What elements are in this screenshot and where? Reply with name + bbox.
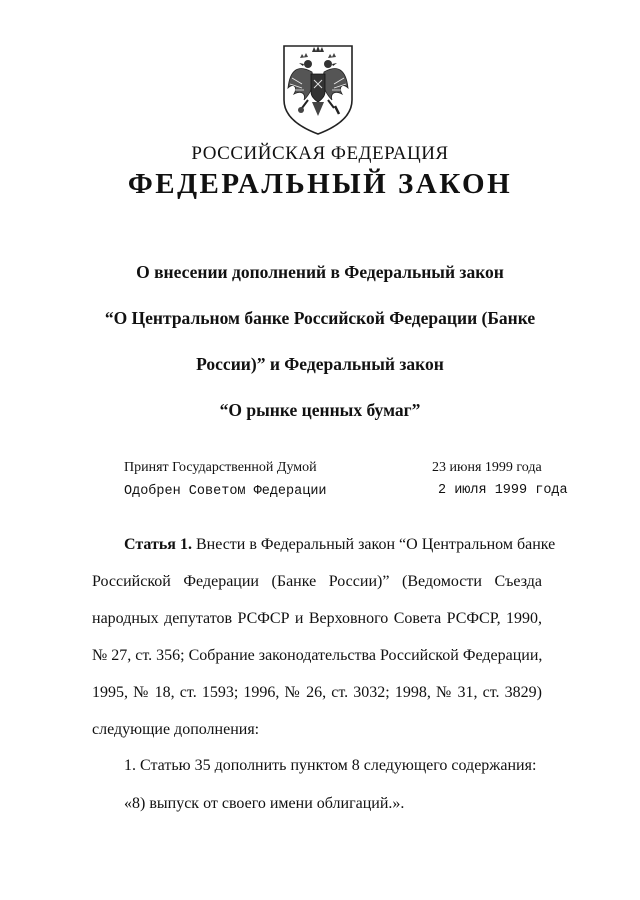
duma-adoption-label: Принят Государственной Думой (124, 460, 317, 475)
law-type-heading: ФЕДЕРАЛЬНЫЙ ЗАКОН (127, 168, 513, 200)
article-1-text: Внести в Федеральный закон “О Центральном банке (195, 536, 556, 553)
article-1-line: народных депутатов РСФСР и Верховного Совета РСФСР, 1990, (92, 610, 542, 627)
law-title-line: “О Центральном банке Российской Федерации (Банке (104, 308, 536, 328)
article-1-item-1: 1. Статью 35 дополнить пунктом 8 следующего содержания: (124, 757, 537, 774)
article-1-line: 1995, № 18, ст. 1593; 1996, № 26, ст. 3032; 1998, № 31, ст. 3829) (92, 684, 542, 701)
article-1-line: № 27, ст. 356; Собрание законодательства Российской Федерации, (92, 647, 543, 664)
article-1-item-1-quote: «8) выпуск от своего имени облигаций.». (124, 795, 405, 812)
duma-adoption-date: 23 июня 1999 года (432, 460, 542, 475)
council-approval-label: Одобрен Советом Федерации (124, 484, 327, 499)
article-1-first-line (124, 536, 556, 554)
law-title-line: О внесении дополнений в Федеральный закон (136, 262, 504, 282)
law-title-line: России)” и Федеральный закон (196, 354, 444, 374)
russian-coat-of-arms-icon (278, 42, 358, 136)
law-title-line: “О рынке ценных бумаг” (219, 400, 421, 420)
federation-name: РОССИЙСКАЯ ФЕДЕРАЦИЯ (191, 143, 449, 164)
article-1-line: Российской Федерации (Банке России)” (Ведомости Съезда (92, 573, 542, 590)
article-1-line: следующие дополнения: (92, 721, 260, 738)
council-approval-date: 2 июля 1999 года (438, 483, 568, 498)
article-1-heading: Статья 1. (124, 536, 192, 553)
